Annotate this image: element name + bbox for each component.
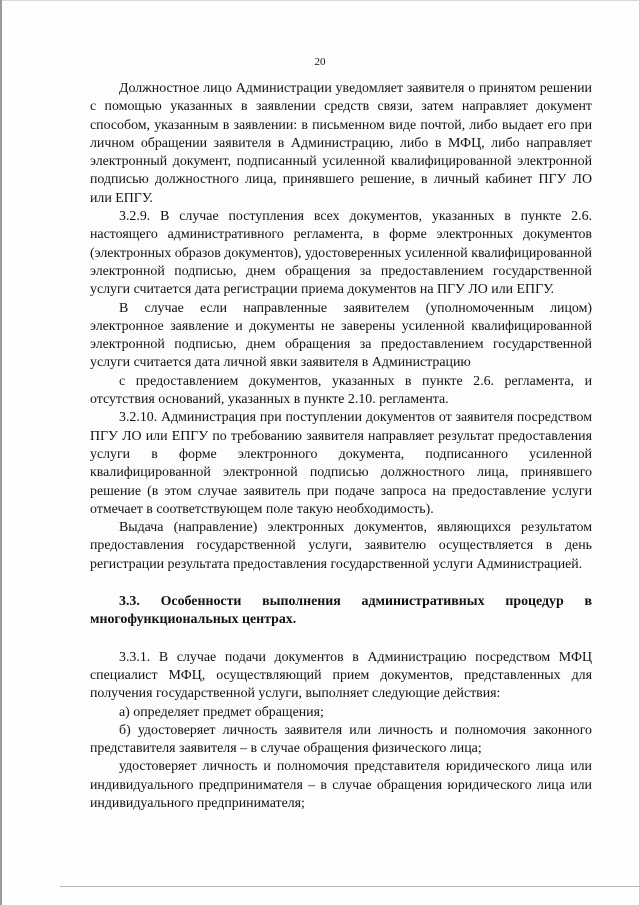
page-edge-left — [0, 0, 2, 905]
page-edge-top — [0, 0, 640, 1]
list-item-b: б) удостоверяет личность заявителя или личность и полномочия законного представителя заявителя – в случае обращения физического лица; — [90, 722, 592, 757]
page-edge-bottom — [60, 886, 640, 887]
paragraph-3-2-9: 3.2.9. В случае поступления всех документов, указанных в пункте 2.6. настоящего административного регламента, в форме электронных документов (электронных образов документов), удостоверенных усиленной квалифицированной электронной подписью, днем обращения за предоставлением государственной услуги считается дата регистрации приема документов на ПГУ ЛО или ЕПГУ. — [90, 209, 592, 298]
paragraph-notification: Должностное лицо Администрации уведомляет заявителя о принятом решении с помощью указанных в заявлении средств связи, затем направляет документ способом, указанным в заявлении: в письменном виде почтой, либо выдает его при личном обращении заявителя в Администрацию, либо в МФЦ, либо направляет электронный документ, подписанный усиленной квалифицированной электронной подписью должностного лица, принявшего решение, в личный кабинет ПГУ ЛО или ЕПГУ. — [90, 81, 592, 206]
list-item-a: а) определяет предмет обращения; — [119, 704, 324, 720]
paragraph-legal-entity: удостоверяет личность и полномочия представителя юридического лица или индивидуального предпринимателя – в случае обращения юридического лица или индивидуального предпринимателя; — [90, 759, 592, 811]
paragraph-unsigned-case: В случае если направленные заявителем (уполномоченным лицом) электронное заявление и документы не заверены усиленной квалифицированной электронной подписью, днем обращения за предоставлением государственной услуги считается дата личной явки заявителя в Администрацию — [90, 300, 592, 371]
page-number: 20 — [314, 56, 326, 68]
paragraph-issuance: Выдача (направление) электронных документов, являющихся результатом предоставления государственной услуги, заявителю осуществляется в день регистрации результата предоставления государственной услуги Администрацией. — [90, 520, 592, 572]
paragraph-3-3-1: 3.3.1. В случае подачи документов в Администрацию посредством МФЦ специалист МФЦ, осуществляющий прием документов, представленных для получения государственной услуги, выполняет следующие действия: — [90, 649, 592, 702]
paragraph-3-2-10: 3.2.10. Администрация при поступлении документов от заявителя посредством ПГУ ЛО или ЕПГУ по требованию заявителя направляет результат предоставления услуги в форме электронного документа, подписанного усиленной квалифицированной электронной подписью должностного лица, принявшего решение (в этом случае заявитель при подаче запроса на предоставление услуги отмечает в соответствующем поле такую необходимость). — [90, 410, 592, 517]
section-heading-3-3: 3.3. Особенности выполнения административных процедур в многофункциональных центрах. — [90, 594, 592, 628]
document-body — [90, 80, 592, 813]
paragraph-documents-condition: с предоставлением документов, указанных в пункте 2.6. регламента, и отсутствия оснований, указанных в пункте 2.10. регламента. — [90, 373, 592, 408]
